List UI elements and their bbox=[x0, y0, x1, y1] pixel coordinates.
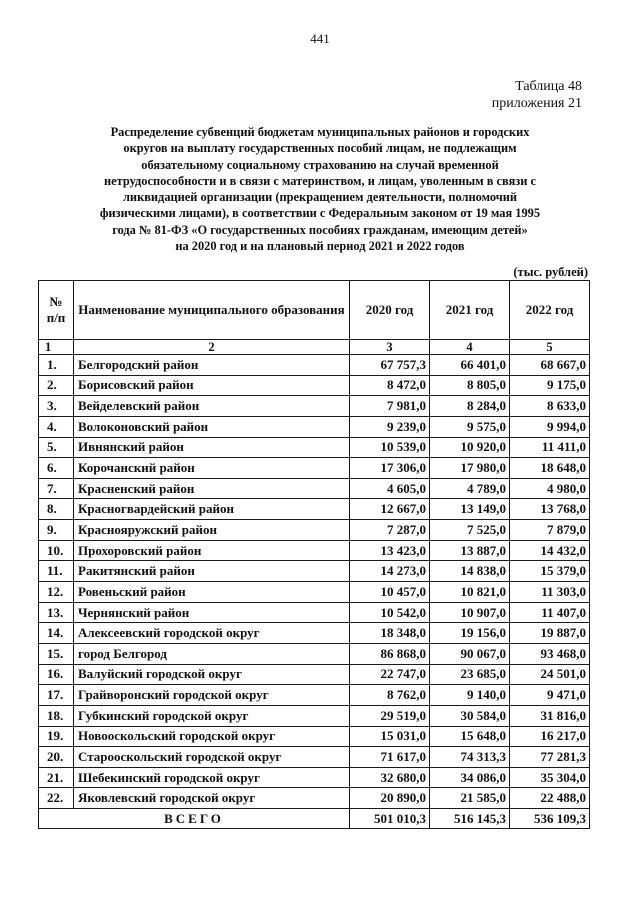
amount-2021: 7 525,0 bbox=[430, 520, 510, 541]
column-index: 1 bbox=[39, 340, 74, 355]
amount-2021: 15 648,0 bbox=[430, 726, 510, 747]
municipality-name: Вейделевский район bbox=[74, 396, 350, 417]
table-row bbox=[39, 375, 590, 396]
amount-2022: 19 887,0 bbox=[510, 623, 590, 644]
amount-2021: 19 156,0 bbox=[430, 623, 510, 644]
amount-2021: 90 067,0 bbox=[430, 643, 510, 664]
appendix-number: приложения 21 bbox=[491, 96, 582, 111]
title-line: нетрудоспособности и в связи с материнством, и лицам, уволенным в связи с bbox=[103, 173, 536, 188]
row-number: 13. bbox=[39, 602, 74, 623]
amount-2022: 13 768,0 bbox=[510, 499, 590, 520]
document-title bbox=[70, 124, 570, 254]
amount-2020: 8 472,0 bbox=[350, 375, 430, 396]
amount-2022: 9 175,0 bbox=[510, 375, 590, 396]
municipality-name: Ровеньский район bbox=[74, 582, 350, 603]
title-line: округов на выплату государственных пособий лицам, не подлежащим bbox=[123, 141, 517, 156]
amount-2022: 11 411,0 bbox=[510, 437, 590, 458]
amount-2021: 66 401,0 bbox=[430, 355, 510, 376]
amount-2021: 74 313,3 bbox=[430, 747, 510, 768]
amount-2021: 34 086,0 bbox=[430, 767, 510, 788]
title-line: обязательному социальному страхованию на случай временной bbox=[141, 157, 499, 172]
row-number: 15. bbox=[39, 643, 74, 664]
table-body bbox=[39, 355, 590, 809]
table-row bbox=[39, 747, 590, 768]
municipality-name: Краснояружский район bbox=[74, 520, 350, 541]
total-row bbox=[39, 809, 590, 829]
municipality-name: Новооскольский городской округ bbox=[74, 726, 350, 747]
municipality-name: Белгородский район bbox=[74, 355, 350, 376]
amount-2020: 7 981,0 bbox=[350, 396, 430, 417]
amount-2021: 17 980,0 bbox=[430, 458, 510, 479]
header-2021: 2021 год bbox=[430, 281, 510, 340]
title-line: года № 81-ФЗ «О государственных пособиях гражданам, имеющим детей» bbox=[112, 222, 528, 237]
table-row bbox=[39, 664, 590, 685]
row-number: 6. bbox=[39, 458, 74, 479]
municipality-name: Красненский район bbox=[74, 478, 350, 499]
table-row bbox=[39, 726, 590, 747]
municipality-name: Красногвардейский район bbox=[74, 499, 350, 520]
amount-2022: 31 816,0 bbox=[510, 705, 590, 726]
table-row bbox=[39, 685, 590, 706]
amount-2020: 67 757,3 bbox=[350, 355, 430, 376]
row-number: 14. bbox=[39, 623, 74, 644]
amount-2020: 10 539,0 bbox=[350, 437, 430, 458]
municipality-name: Волоконовский район bbox=[74, 416, 350, 437]
table-row bbox=[39, 623, 590, 644]
amount-2022: 9 471,0 bbox=[510, 685, 590, 706]
row-number: 7. bbox=[39, 478, 74, 499]
municipality-name: Грайворонский городской округ bbox=[74, 685, 350, 706]
amount-2022: 16 217,0 bbox=[510, 726, 590, 747]
table-row bbox=[39, 540, 590, 561]
municipality-name: Ивнянский район bbox=[74, 437, 350, 458]
municipality-name: Чернянский район bbox=[74, 602, 350, 623]
amount-2020: 15 031,0 bbox=[350, 726, 430, 747]
table-row bbox=[39, 416, 590, 437]
amount-2021: 21 585,0 bbox=[430, 788, 510, 809]
row-number: 21. bbox=[39, 767, 74, 788]
total-2020: 501 010,3 bbox=[350, 809, 430, 829]
header-2020: 2020 год bbox=[350, 281, 430, 340]
table-row bbox=[39, 602, 590, 623]
units-label: (тыс. рублей) bbox=[513, 265, 588, 279]
amount-2021: 4 789,0 bbox=[430, 478, 510, 499]
amount-2020: 7 287,0 bbox=[350, 520, 430, 541]
header-name: Наименование муниципального образования bbox=[74, 281, 350, 340]
row-number: 1. bbox=[39, 355, 74, 376]
header-2022: 2022 год bbox=[510, 281, 590, 340]
amount-2021: 9 140,0 bbox=[430, 685, 510, 706]
municipality-name: Ракитянский район bbox=[74, 561, 350, 582]
municipality-name: Губкинский городской округ bbox=[74, 705, 350, 726]
row-number: 5. bbox=[39, 437, 74, 458]
amount-2021: 13 887,0 bbox=[430, 540, 510, 561]
amount-2022: 15 379,0 bbox=[510, 561, 590, 582]
amount-2022: 14 432,0 bbox=[510, 540, 590, 561]
row-number: 9. bbox=[39, 520, 74, 541]
amount-2022: 11 303,0 bbox=[510, 582, 590, 603]
total-2022: 536 109,3 bbox=[510, 809, 590, 829]
amount-2022: 7 879,0 bbox=[510, 520, 590, 541]
page-number: 441 bbox=[310, 31, 330, 46]
title-line: Распределение субвенций бюджетам муниципальных районов и городских bbox=[110, 125, 530, 139]
amount-2020: 20 890,0 bbox=[350, 788, 430, 809]
row-number: 3. bbox=[39, 396, 74, 417]
row-number: 19. bbox=[39, 726, 74, 747]
amount-2021: 10 821,0 bbox=[430, 582, 510, 603]
table-row bbox=[39, 643, 590, 664]
header-num: № п/п bbox=[39, 281, 74, 340]
table-number: Таблица 48 bbox=[515, 79, 582, 94]
table-row bbox=[39, 582, 590, 603]
municipality-name: Борисовский район bbox=[74, 375, 350, 396]
table-row bbox=[39, 396, 590, 417]
row-number: 20. bbox=[39, 747, 74, 768]
amount-2020: 14 273,0 bbox=[350, 561, 430, 582]
municipality-name: Валуйский городской округ bbox=[74, 664, 350, 685]
amount-2020: 4 605,0 bbox=[350, 478, 430, 499]
row-number: 8. bbox=[39, 499, 74, 520]
column-index: 2 bbox=[74, 340, 350, 355]
amount-2022: 24 501,0 bbox=[510, 664, 590, 685]
municipality-name: Старооскольский городской округ bbox=[74, 747, 350, 768]
amount-2022: 77 281,3 bbox=[510, 747, 590, 768]
amount-2020: 10 457,0 bbox=[350, 582, 430, 603]
table-row bbox=[39, 705, 590, 726]
table-row bbox=[39, 478, 590, 499]
amount-2021: 10 920,0 bbox=[430, 437, 510, 458]
table-reference bbox=[492, 78, 582, 112]
municipality-name: Шебекинский городской округ bbox=[74, 767, 350, 788]
row-number: 22. bbox=[39, 788, 74, 809]
subsidy-table bbox=[38, 280, 590, 829]
table-row bbox=[39, 520, 590, 541]
row-number: 17. bbox=[39, 685, 74, 706]
amount-2020: 9 239,0 bbox=[350, 416, 430, 437]
row-number: 18. bbox=[39, 705, 74, 726]
amount-2022: 9 994,0 bbox=[510, 416, 590, 437]
amount-2021: 8 805,0 bbox=[430, 375, 510, 396]
row-number: 12. bbox=[39, 582, 74, 603]
amount-2022: 4 980,0 bbox=[510, 478, 590, 499]
column-index: 3 bbox=[350, 340, 430, 355]
amount-2020: 17 306,0 bbox=[350, 458, 430, 479]
column-index-row bbox=[39, 340, 590, 355]
municipality-name: город Белгород bbox=[74, 643, 350, 664]
title-line: физическими лицами), в соответствии с Федеральным законом от 19 мая 1995 bbox=[99, 206, 541, 221]
amount-2020: 32 680,0 bbox=[350, 767, 430, 788]
amount-2022: 18 648,0 bbox=[510, 458, 590, 479]
amount-2022: 68 667,0 bbox=[510, 355, 590, 376]
table-row bbox=[39, 458, 590, 479]
amount-2021: 10 907,0 bbox=[430, 602, 510, 623]
column-index: 4 bbox=[430, 340, 510, 355]
title-line: на 2020 год и на плановый период 2021 и 2022 годов bbox=[175, 239, 465, 254]
amount-2020: 13 423,0 bbox=[350, 540, 430, 561]
amount-2022: 22 488,0 bbox=[510, 788, 590, 809]
row-number: 2. bbox=[39, 375, 74, 396]
table-row bbox=[39, 788, 590, 809]
column-index: 5 bbox=[510, 340, 590, 355]
amount-2022: 35 304,0 bbox=[510, 767, 590, 788]
amount-2022: 8 633,0 bbox=[510, 396, 590, 417]
amount-2020: 18 348,0 bbox=[350, 623, 430, 644]
amount-2021: 23 685,0 bbox=[430, 664, 510, 685]
amount-2020: 12 667,0 bbox=[350, 499, 430, 520]
header-row bbox=[39, 281, 590, 340]
table-row bbox=[39, 437, 590, 458]
table-row bbox=[39, 767, 590, 788]
total-2021: 516 145,3 bbox=[430, 809, 510, 829]
row-number: 10. bbox=[39, 540, 74, 561]
amount-2020: 10 542,0 bbox=[350, 602, 430, 623]
amount-2022: 11 407,0 bbox=[510, 602, 590, 623]
amount-2020: 29 519,0 bbox=[350, 705, 430, 726]
amount-2020: 71 617,0 bbox=[350, 747, 430, 768]
municipality-name: Прохоровский район bbox=[74, 540, 350, 561]
municipality-name: Яковлевский городской округ bbox=[74, 788, 350, 809]
amount-2022: 93 468,0 bbox=[510, 643, 590, 664]
amount-2020: 8 762,0 bbox=[350, 685, 430, 706]
amount-2021: 30 584,0 bbox=[430, 705, 510, 726]
amount-2021: 9 575,0 bbox=[430, 416, 510, 437]
row-number: 16. bbox=[39, 664, 74, 685]
row-number: 11. bbox=[39, 561, 74, 582]
total-label: ВСЕГО bbox=[39, 809, 350, 829]
amount-2020: 86 868,0 bbox=[350, 643, 430, 664]
table-row bbox=[39, 499, 590, 520]
municipality-name: Алексеевский городской округ bbox=[74, 623, 350, 644]
table-row bbox=[39, 561, 590, 582]
table-row bbox=[39, 355, 590, 376]
amount-2021: 13 149,0 bbox=[430, 499, 510, 520]
amount-2021: 8 284,0 bbox=[430, 396, 510, 417]
municipality-name: Корочанский район bbox=[74, 458, 350, 479]
amount-2021: 14 838,0 bbox=[430, 561, 510, 582]
row-number: 4. bbox=[39, 416, 74, 437]
amount-2020: 22 747,0 bbox=[350, 664, 430, 685]
title-line: ликвидацией организации (прекращением деятельности, полномочий bbox=[122, 190, 518, 205]
